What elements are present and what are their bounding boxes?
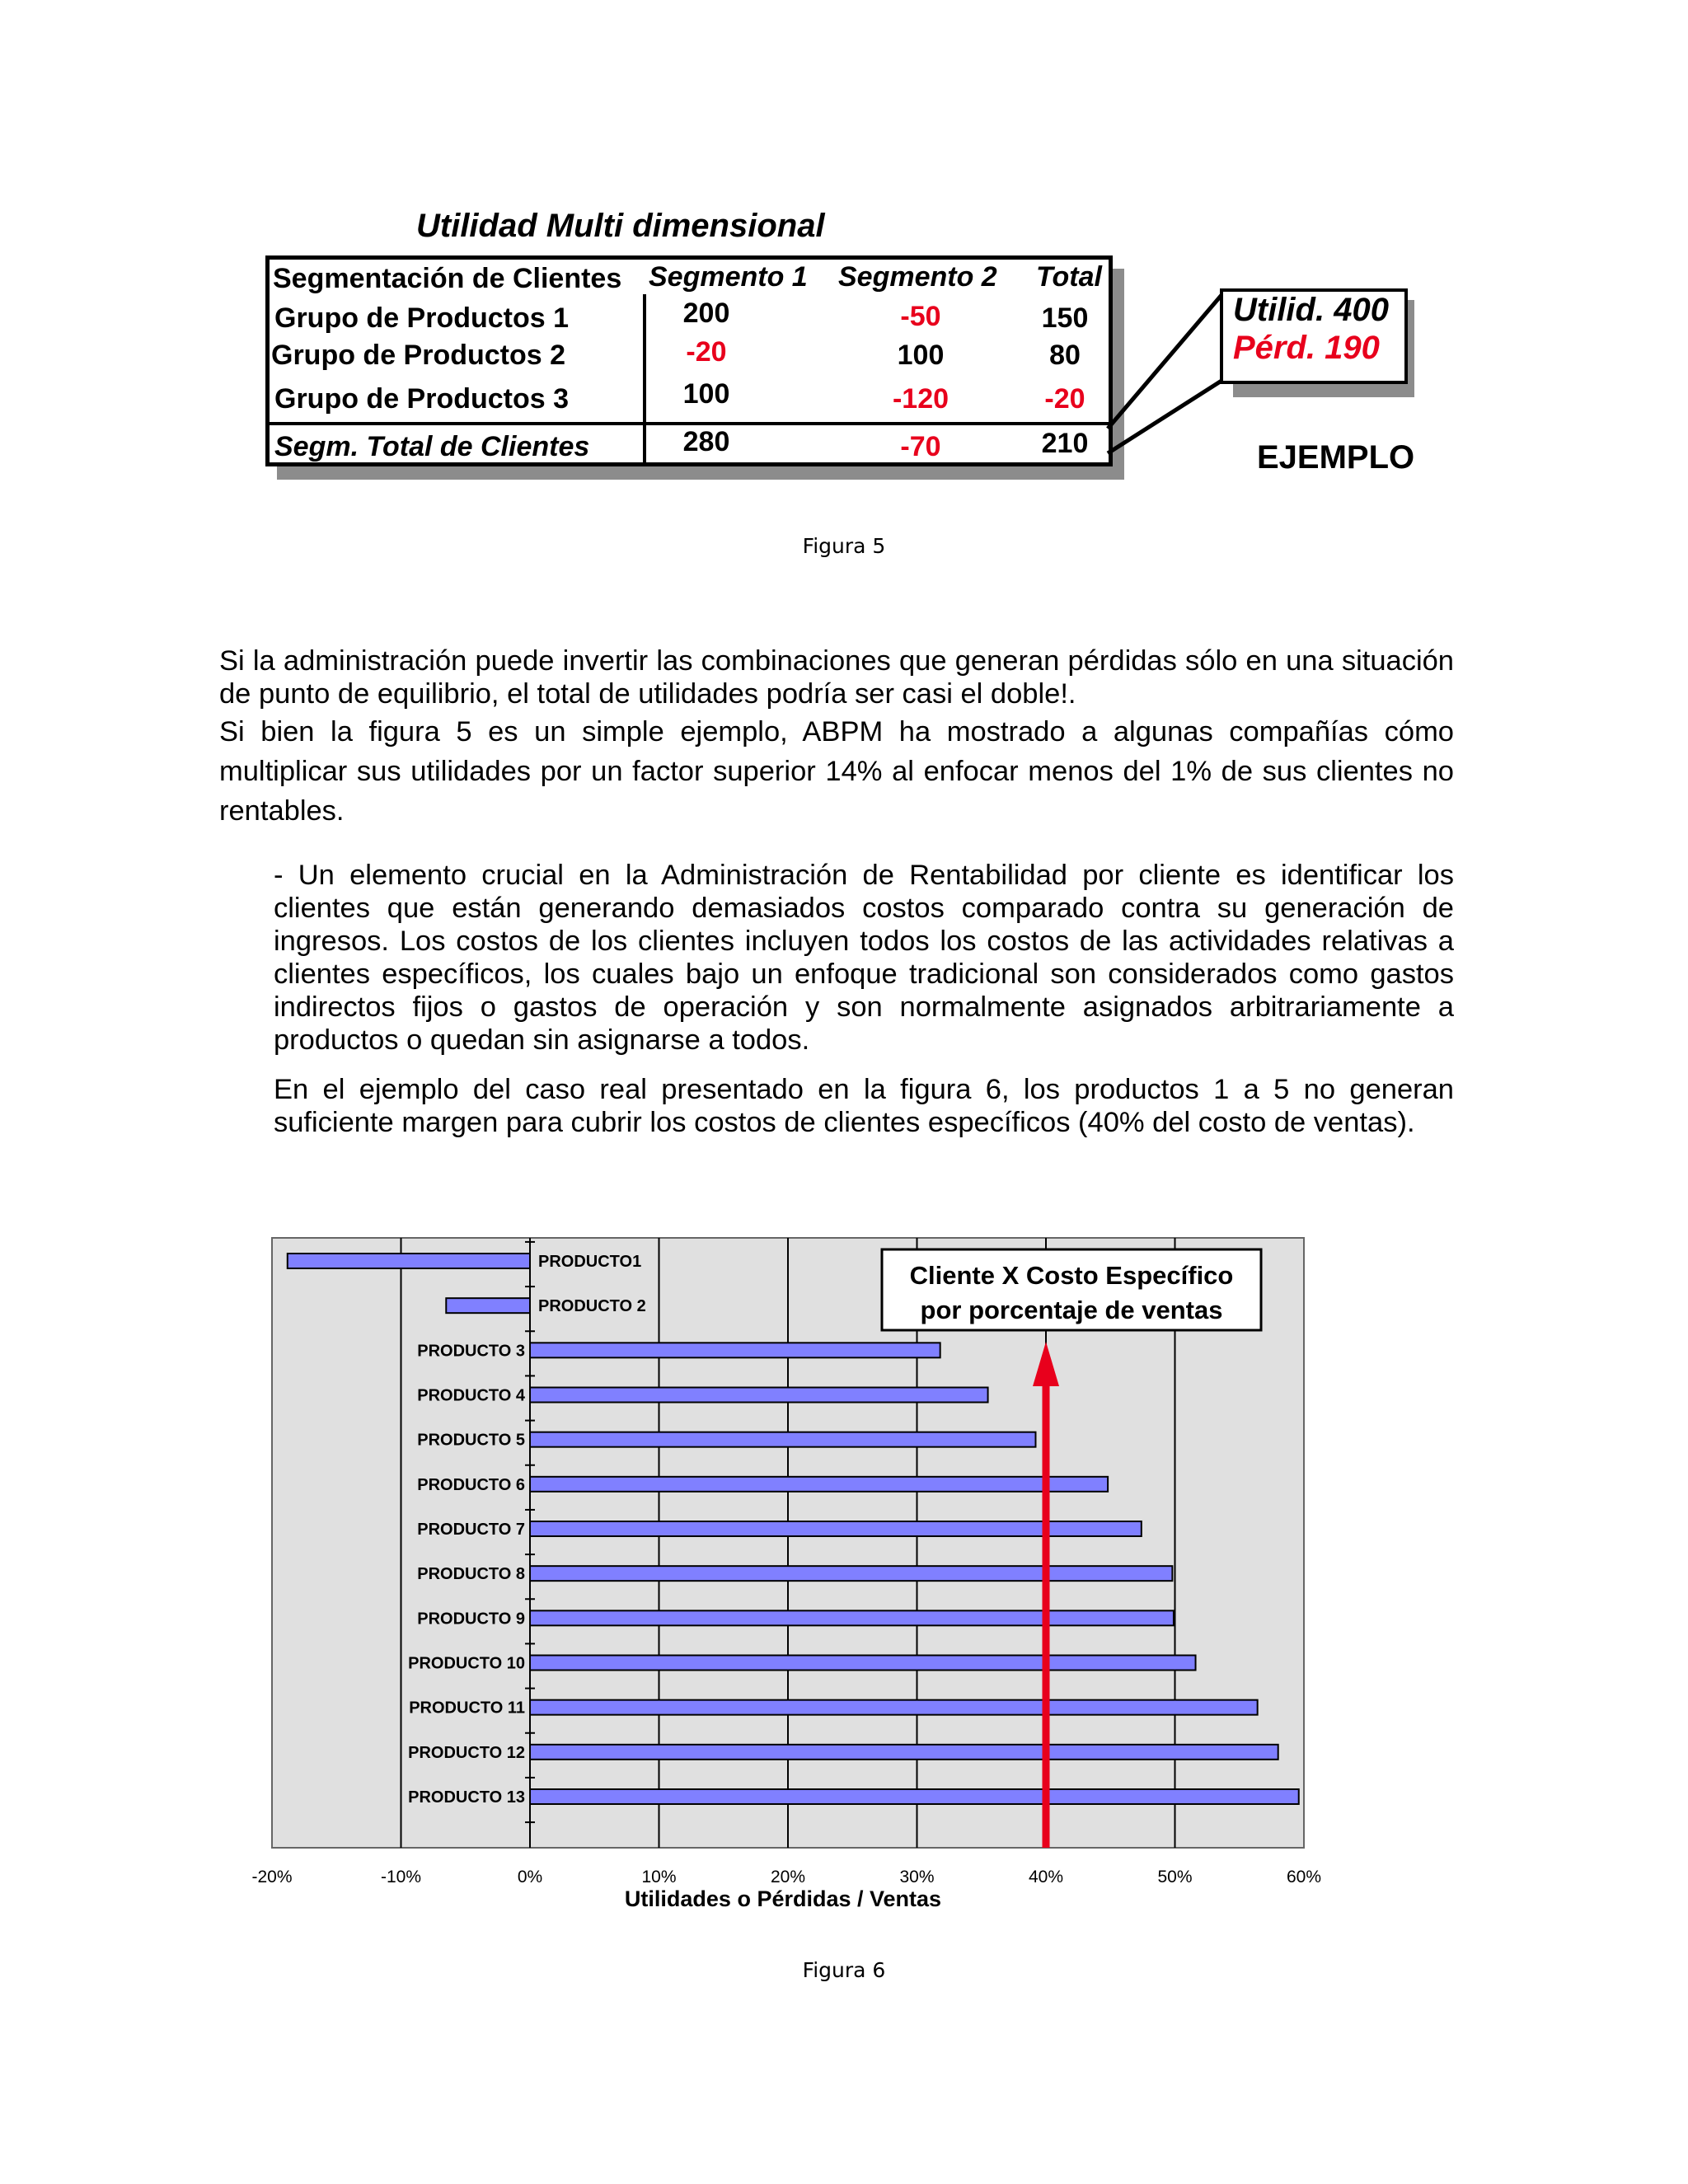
row-seg2-value: -120 xyxy=(892,383,950,415)
paragraph-4: En el ejemplo del caso real presentado en la figura 6, los productos 1 a 5 no generan suficiente margen para cubrir los costos de clientes específicos (40% del costo de ventas). xyxy=(274,1074,1454,1138)
x-tick-label: 20% xyxy=(770,1868,806,1886)
x-tick-label: 0% xyxy=(517,1868,543,1886)
x-tick-label: -10% xyxy=(380,1868,422,1886)
profit-loss-callout xyxy=(1220,288,1408,384)
profitability-chart xyxy=(239,1226,1343,1919)
x-tick-label: 30% xyxy=(899,1868,935,1886)
figure5-title: Utilidad Multi dimensional xyxy=(416,208,825,244)
table-divider xyxy=(270,422,1109,425)
bar-9 xyxy=(530,1610,1174,1625)
bar-11 xyxy=(530,1700,1258,1715)
bar-4 xyxy=(530,1388,988,1403)
header-total: Total xyxy=(1036,261,1102,293)
total-total-value: 210 xyxy=(1041,428,1089,459)
row-seg1-value: -20 xyxy=(686,336,727,368)
bar-6 xyxy=(530,1477,1108,1492)
bar-3 xyxy=(530,1343,940,1357)
row-total-value: 150 xyxy=(1041,302,1089,334)
bar-12 xyxy=(530,1745,1278,1760)
callout-loss: Pérd. 190 xyxy=(1233,330,1380,366)
bar-2 xyxy=(446,1298,530,1313)
bar-label-4: PRODUCTO 4 xyxy=(417,1386,525,1405)
bar-label-2: PRODUCTO 2 xyxy=(538,1297,646,1316)
total-row-label: Segm. Total de Clientes xyxy=(274,431,590,462)
x-axis-label: Utilidades o Pérdidas / Ventas xyxy=(624,1886,942,1911)
header-segmentation: Segmentación de Clientes xyxy=(273,263,622,294)
callout-profit: Utilid. 400 xyxy=(1233,292,1389,328)
bar-label-5: PRODUCTO 5 xyxy=(417,1431,525,1450)
utility-table xyxy=(265,255,1113,466)
annotation-line-2: por porcentaje de ventas xyxy=(920,1296,1223,1324)
example-label: EJEMPLO xyxy=(1257,439,1415,476)
x-tick-label: -20% xyxy=(251,1868,293,1886)
row-seg1-value: 100 xyxy=(682,378,730,410)
bar-label-7: PRODUCTO 7 xyxy=(417,1521,525,1539)
annotation-line-1: Cliente X Costo Específico xyxy=(909,1261,1234,1290)
bar-10 xyxy=(530,1656,1196,1671)
paragraph-1: Si la administración puede invertir las combinaciones que generan pérdidas sólo en una situación de punto de equilibrio, el total de utilidades podría ser casi el doble!. xyxy=(219,645,1454,710)
header-segment-1: Segmento 1 xyxy=(649,261,808,293)
row-label: Grupo de Productos 3 xyxy=(274,383,570,415)
figure6-caption: Figura 6 xyxy=(802,1958,886,1982)
x-tick-label: 50% xyxy=(1157,1868,1193,1886)
x-tick-label: 10% xyxy=(641,1868,677,1886)
total-seg2-value: -70 xyxy=(900,431,941,462)
callout-connector xyxy=(1104,288,1236,462)
x-tick-label: 60% xyxy=(1286,1868,1322,1886)
bar-label-10: PRODUCTO 10 xyxy=(408,1654,525,1673)
bar-label-8: PRODUCTO 8 xyxy=(417,1565,525,1584)
row-label: Grupo de Productos 2 xyxy=(271,340,566,371)
bar-8 xyxy=(530,1566,1172,1581)
row-total-value: 80 xyxy=(1049,340,1081,371)
bar-7 xyxy=(530,1521,1142,1536)
paragraph-3: - Un elemento crucial en la Administración de Rentabilidad por cliente es identificar los clientes que están generando demasiados costos comparado contra su generación de ingresos. Los costos de los clientes incluyen todos los costos de las actividades relativas a clientes específicos, los cuales bajo un enfoque tradicional son considerados como gastos indirectos fijos o gastos de operación y son normalmente asignados arbitrariamente a productos o quedan sin asignarse a todos. xyxy=(274,860,1454,1056)
header-segment-2: Segmento 2 xyxy=(838,261,997,293)
row-seg1-value: 200 xyxy=(682,298,730,329)
row-seg2-value: -50 xyxy=(900,301,941,332)
bar-label-3: PRODUCTO 3 xyxy=(417,1342,525,1361)
x-tick-label: 40% xyxy=(1028,1868,1064,1886)
bar-label-12: PRODUCTO 12 xyxy=(408,1743,525,1762)
bar-5 xyxy=(530,1432,1035,1447)
bar-label-11: PRODUCTO 11 xyxy=(409,1699,525,1718)
bar-label-9: PRODUCTO 9 xyxy=(417,1610,525,1629)
row-total-value: -20 xyxy=(1044,383,1085,415)
row-label: Grupo de Productos 1 xyxy=(274,302,570,334)
bar-13 xyxy=(530,1789,1299,1804)
row-seg2-value: 100 xyxy=(897,340,945,371)
bar-1 xyxy=(288,1254,530,1268)
figure5-caption: Figura 5 xyxy=(802,534,886,558)
table-divider xyxy=(643,294,646,462)
total-seg1-value: 280 xyxy=(682,426,730,457)
paragraph-2: Si bien la figura 5 es un simple ejemplo, ABPM ha mostrado a algunas compañías cómo multiplicar sus utilidades por un factor superior 14% al enfocar menos del 1% de sus clientes no rentables. xyxy=(219,716,1454,827)
bar-label-13: PRODUCTO 13 xyxy=(408,1788,525,1807)
bar-label-6: PRODUCTO 6 xyxy=(417,1475,525,1494)
bar-label-1: PRODUCTO1 xyxy=(538,1253,642,1271)
